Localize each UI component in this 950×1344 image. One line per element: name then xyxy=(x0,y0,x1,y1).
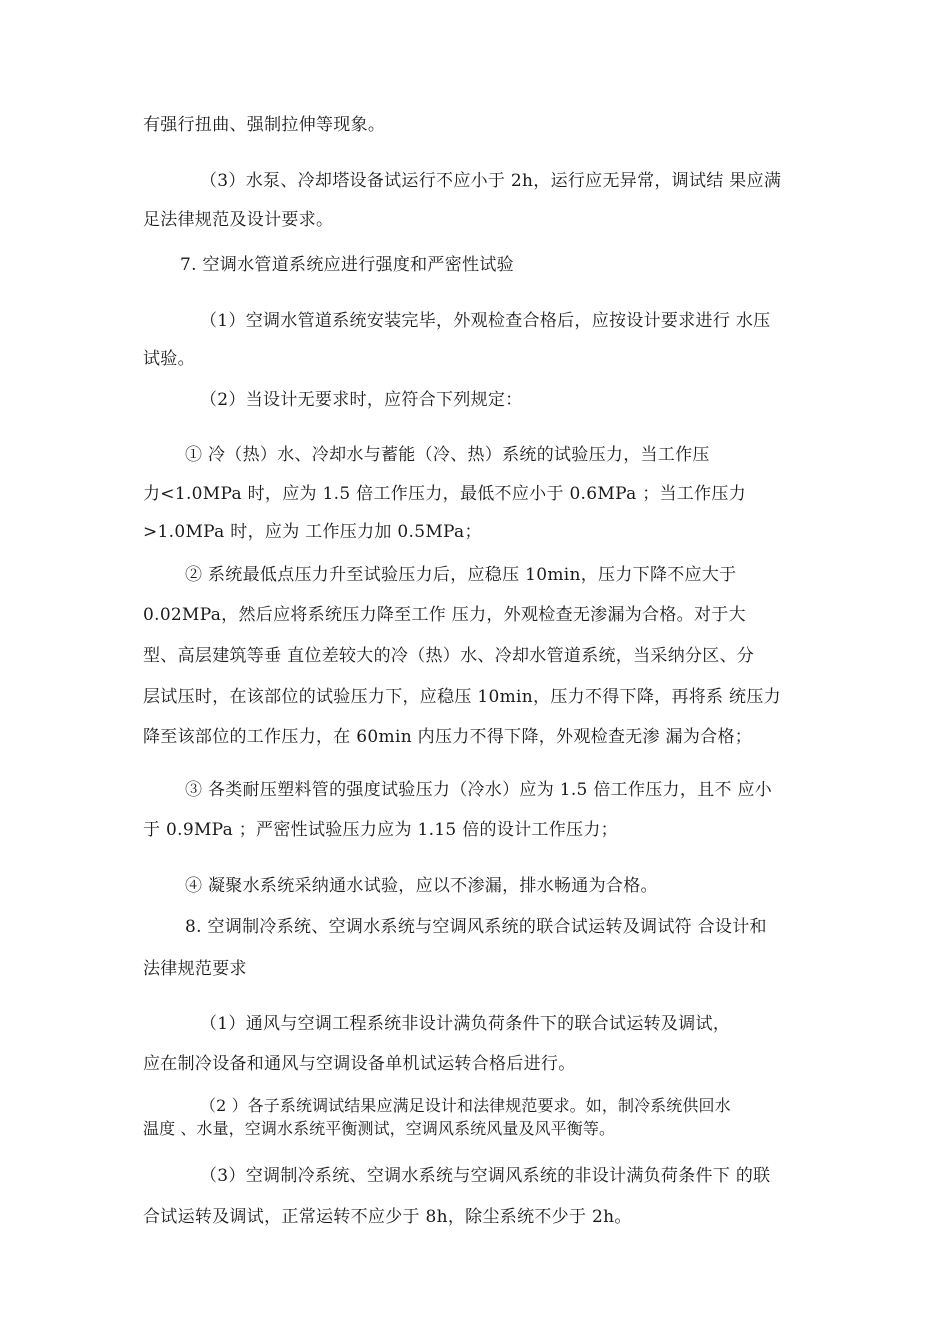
text-line: 试验。 xyxy=(143,349,195,369)
text-line: 应在制冷设备和通风与空调设备单机试运转合格后进行。 xyxy=(143,1054,576,1074)
text-line: 型、高层建筑等垂 直位差较大的冷（热）水、冷却水管道系统，当采纳分区、分 xyxy=(143,646,755,666)
text-line: 0.02MPa，然后应将系统压力降至工作 压力，外观检查无渗漏为合格。对于大 xyxy=(143,605,746,625)
section-heading: 7. 空调水管道系统应进行强度和严密性试验 xyxy=(180,255,514,275)
text-line: ② 系统最低点压力升至试验压力后，应稳压 10min，压力下降不应大于 xyxy=(185,565,737,585)
text-line: （3）空调制冷系统、空调水系统与空调风系统的非设计满负荷条件下 的联 xyxy=(200,1166,771,1186)
text-line: ④ 凝聚水系统采纳通水试验，应以不渗漏，排水畅通为合格。 xyxy=(185,876,658,896)
text-line: （1）通风与空调工程系统非设计满负荷条件下的联合试运转及调试， xyxy=(200,1014,731,1034)
text-line: （2）当设计无要求时，应符合下列规定： xyxy=(200,390,523,410)
text-line: 层试压时，在该部位的试验压力下，应稳压 10min，压力不得下降，再将系 统压力 xyxy=(143,687,781,707)
text-line: （3）水泵、冷却塔设备试运行不应小于 2h，运行应无异常，调试结 果应满 xyxy=(200,171,782,191)
section-heading: 8. 空调制冷系统、空调水系统与空调风系统的联合试运转及调试符 合设计和 xyxy=(185,917,767,937)
text-line: 力<1.0MPa 时，应为 1.5 倍工作压力，最低不应小于 0.6MPa ；当工作压力 xyxy=(143,484,747,504)
text-line: 合试运转及调试，正常运转不应少于 8h，除尘系统不少于 2h。 xyxy=(143,1207,632,1227)
text-line: ③ 各类耐压塑料管的强度试验压力（冷水）应为 1.5 倍工作压力，且不 应小 xyxy=(185,780,773,800)
text-line: >1.0MPa 时，应为 工作压力加 0.5MPa； xyxy=(143,522,482,542)
text-line: 温度 、水量，空调水系统平衡测试，空调风系统风量及风平衡等。 xyxy=(143,1119,616,1138)
text-line: （2 ）各子系统调试结果应满足设计和法律规范要求。如，制冷系统供回水 xyxy=(200,1096,731,1115)
text-line: 于 0.9MPa ；严密性试验压力应为 1.15 倍的设计工作压力； xyxy=(143,820,618,840)
text-line: ① 冷（热）水、冷却水与蓄能（冷、热）系统的试验压力，当工作压 xyxy=(185,445,710,465)
text-line: 降至该部位的工作压力，在 60min 内压力不得下降，外观检查无渗 漏为合格； xyxy=(143,727,753,747)
text-line: 有强行扭曲、强制拉伸等现象。 xyxy=(143,115,386,135)
text-line: 法律规范要求 xyxy=(143,959,247,979)
text-line: 足法律规范及设计要求。 xyxy=(143,210,334,230)
text-line: （1）空调水管道系统安装完毕，外观检查合格后，应按设计要求进行 水压 xyxy=(200,311,771,331)
